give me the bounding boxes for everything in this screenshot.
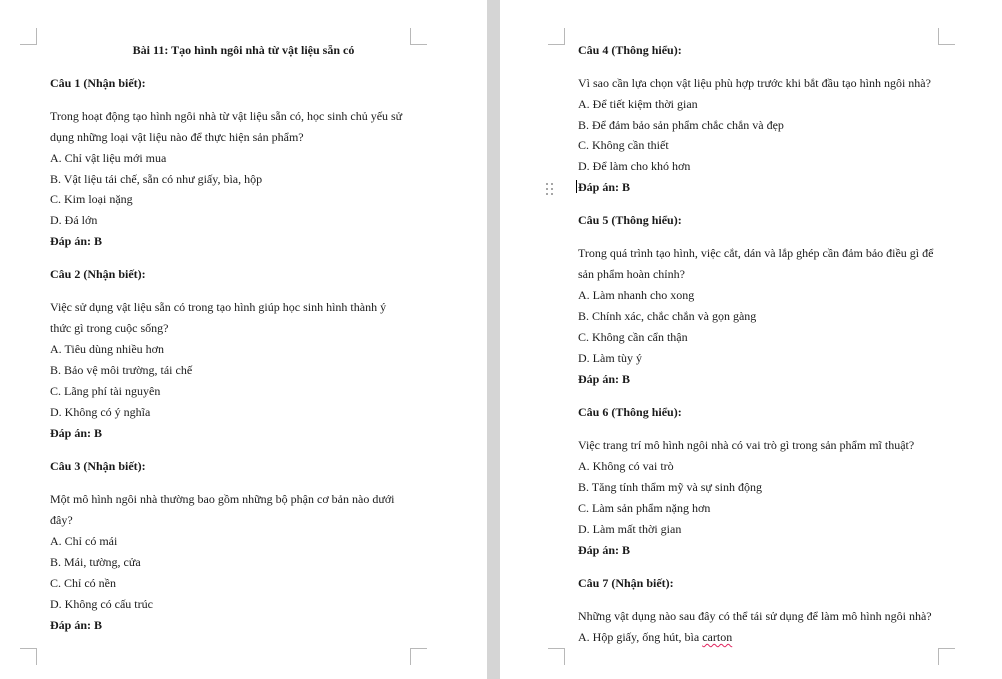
question-3-option-a[interactable]: A. Chỉ có mái (50, 534, 118, 548)
question-6-option-c[interactable]: C. Làm sản phẩm nặng hơn (578, 501, 711, 515)
document-page-left[interactable] (0, 0, 487, 679)
question-4-heading[interactable]: Câu 4 (Thông hiểu): (578, 43, 682, 57)
question-3-text[interactable]: đây? (50, 513, 73, 527)
question-1-option-b[interactable]: B. Vật liệu tái chế, sẵn có như giấy, bìa, hộp (50, 172, 263, 186)
question-1-text[interactable]: Trong hoạt động tạo hình ngôi nhà từ vật liệu sẵn có, học sinh chủ yếu sử (50, 109, 403, 123)
question-6-option-b[interactable]: B. Tăng tính thẩm mỹ và sự sinh động (578, 480, 762, 494)
margin-corner-mark (938, 28, 955, 45)
question-1-heading[interactable]: Câu 1 (Nhận biết): (50, 76, 146, 90)
text-cursor (576, 180, 577, 193)
question-3-option-c[interactable]: C. Chỉ có nền (50, 576, 116, 590)
page-gutter (487, 0, 500, 679)
question-5-option-c[interactable]: C. Không cần cẩn thận (578, 330, 688, 344)
question-5-option-b[interactable]: B. Chính xác, chắc chắn và gọn gàng (578, 309, 757, 323)
question-2-heading[interactable]: Câu 2 (Nhận biết): (50, 267, 146, 281)
question-6-answer[interactable]: Đáp án: B (578, 543, 631, 557)
question-2-text[interactable]: Việc sử dụng vật liệu sẵn có trong tạo hình giúp học sinh hình thành ý (50, 300, 387, 314)
question-2-option-c[interactable]: C. Lãng phí tài nguyên (50, 384, 161, 398)
question-4-option-a[interactable]: A. Để tiết kiệm thời gian (578, 97, 698, 111)
lesson-title[interactable]: Bài 11: Tạo hình ngôi nhà từ vật liệu sẵn có (132, 43, 355, 57)
question-2-text[interactable]: thức gì trong cuộc sống? (50, 321, 169, 335)
question-3-heading[interactable]: Câu 3 (Nhận biết): (50, 459, 146, 473)
question-2-option-d[interactable]: D. Không có ý nghĩa (50, 405, 151, 419)
question-5-text[interactable]: sản phẩm hoàn chỉnh? (578, 267, 685, 281)
question-2-answer[interactable]: Đáp án: B (50, 426, 103, 440)
question-5-option-a[interactable]: A. Làm nhanh cho xong (578, 288, 695, 302)
question-4-option-b[interactable]: B. Để đảm bảo sản phẩm chắc chắn và đẹp (578, 118, 784, 132)
paragraph-drag-handle-icon[interactable] (546, 183, 554, 197)
spellcheck-flagged-word[interactable]: carton (702, 630, 733, 644)
question-7-text[interactable]: Những vật dụng nào sau đây có thể tái sử dụng để làm mô hình ngôi nhà? (578, 609, 932, 623)
question-1-option-c[interactable]: C. Kim loại nặng (50, 192, 133, 206)
question-4-text[interactable]: Vì sao cần lựa chọn vật liệu phù hợp trước khi bắt đầu tạo hình ngôi nhà? (578, 76, 931, 90)
question-3-answer[interactable]: Đáp án: B (50, 618, 103, 632)
question-7-heading[interactable]: Câu 7 (Nhận biết): (578, 576, 674, 590)
document-page-right[interactable] (500, 0, 1002, 679)
question-5-heading[interactable]: Câu 5 (Thông hiểu): (578, 213, 682, 227)
question-5-option-d[interactable]: D. Làm tùy ý (578, 351, 642, 365)
question-3-option-b[interactable]: B. Mái, tường, cửa (50, 555, 141, 569)
question-6-text[interactable]: Việc trang trí mô hình ngôi nhà có vai trò gì trong sản phẩm mĩ thuật? (578, 438, 915, 452)
question-5-text[interactable]: Trong quá trình tạo hình, việc cắt, dán và lắp ghép cần đảm bảo điều gì để (578, 246, 934, 260)
question-1-option-d[interactable]: D. Đá lớn (50, 213, 98, 227)
question-1-answer[interactable]: Đáp án: B (50, 234, 103, 248)
margin-corner-mark (938, 648, 955, 665)
question-2-option-b[interactable]: B. Bảo vệ môi trường, tái chế (50, 363, 193, 377)
margin-corner-mark (548, 648, 565, 665)
question-4-answer[interactable] (576, 179, 630, 195)
margin-corner-mark (20, 648, 37, 665)
question-3-option-d[interactable]: D. Không có cấu trúc (50, 597, 153, 611)
question-2-option-a[interactable]: A. Tiêu dùng nhiều hơn (50, 342, 165, 356)
question-3-text[interactable]: Một mô hình ngôi nhà thường bao gồm những bộ phận cơ bản nào dưới (50, 492, 395, 506)
question-4-option-d[interactable]: D. Để làm cho khó hơn (578, 159, 691, 173)
question-6-heading[interactable]: Câu 6 (Thông hiểu): (578, 405, 682, 419)
question-4-answer-text: Đáp án: B (578, 180, 631, 194)
question-6-option-d[interactable]: D. Làm mất thời gian (578, 522, 682, 536)
question-6-option-a[interactable]: A. Không có vai trò (578, 459, 674, 473)
question-1-option-a[interactable]: A. Chỉ vật liệu mới mua (50, 151, 167, 165)
margin-corner-mark (410, 648, 427, 665)
margin-corner-mark (548, 28, 565, 45)
question-7-option-a[interactable] (578, 629, 732, 645)
question-5-answer[interactable]: Đáp án: B (578, 372, 631, 386)
question-4-option-c[interactable]: C. Không cần thiết (578, 138, 669, 152)
question-7-option-a-text: A. Hộp giấy, ống hút, bìa (578, 630, 703, 644)
question-1-text[interactable]: dụng những loại vật liệu nào để thực hiện sản phẩm? (50, 130, 304, 144)
